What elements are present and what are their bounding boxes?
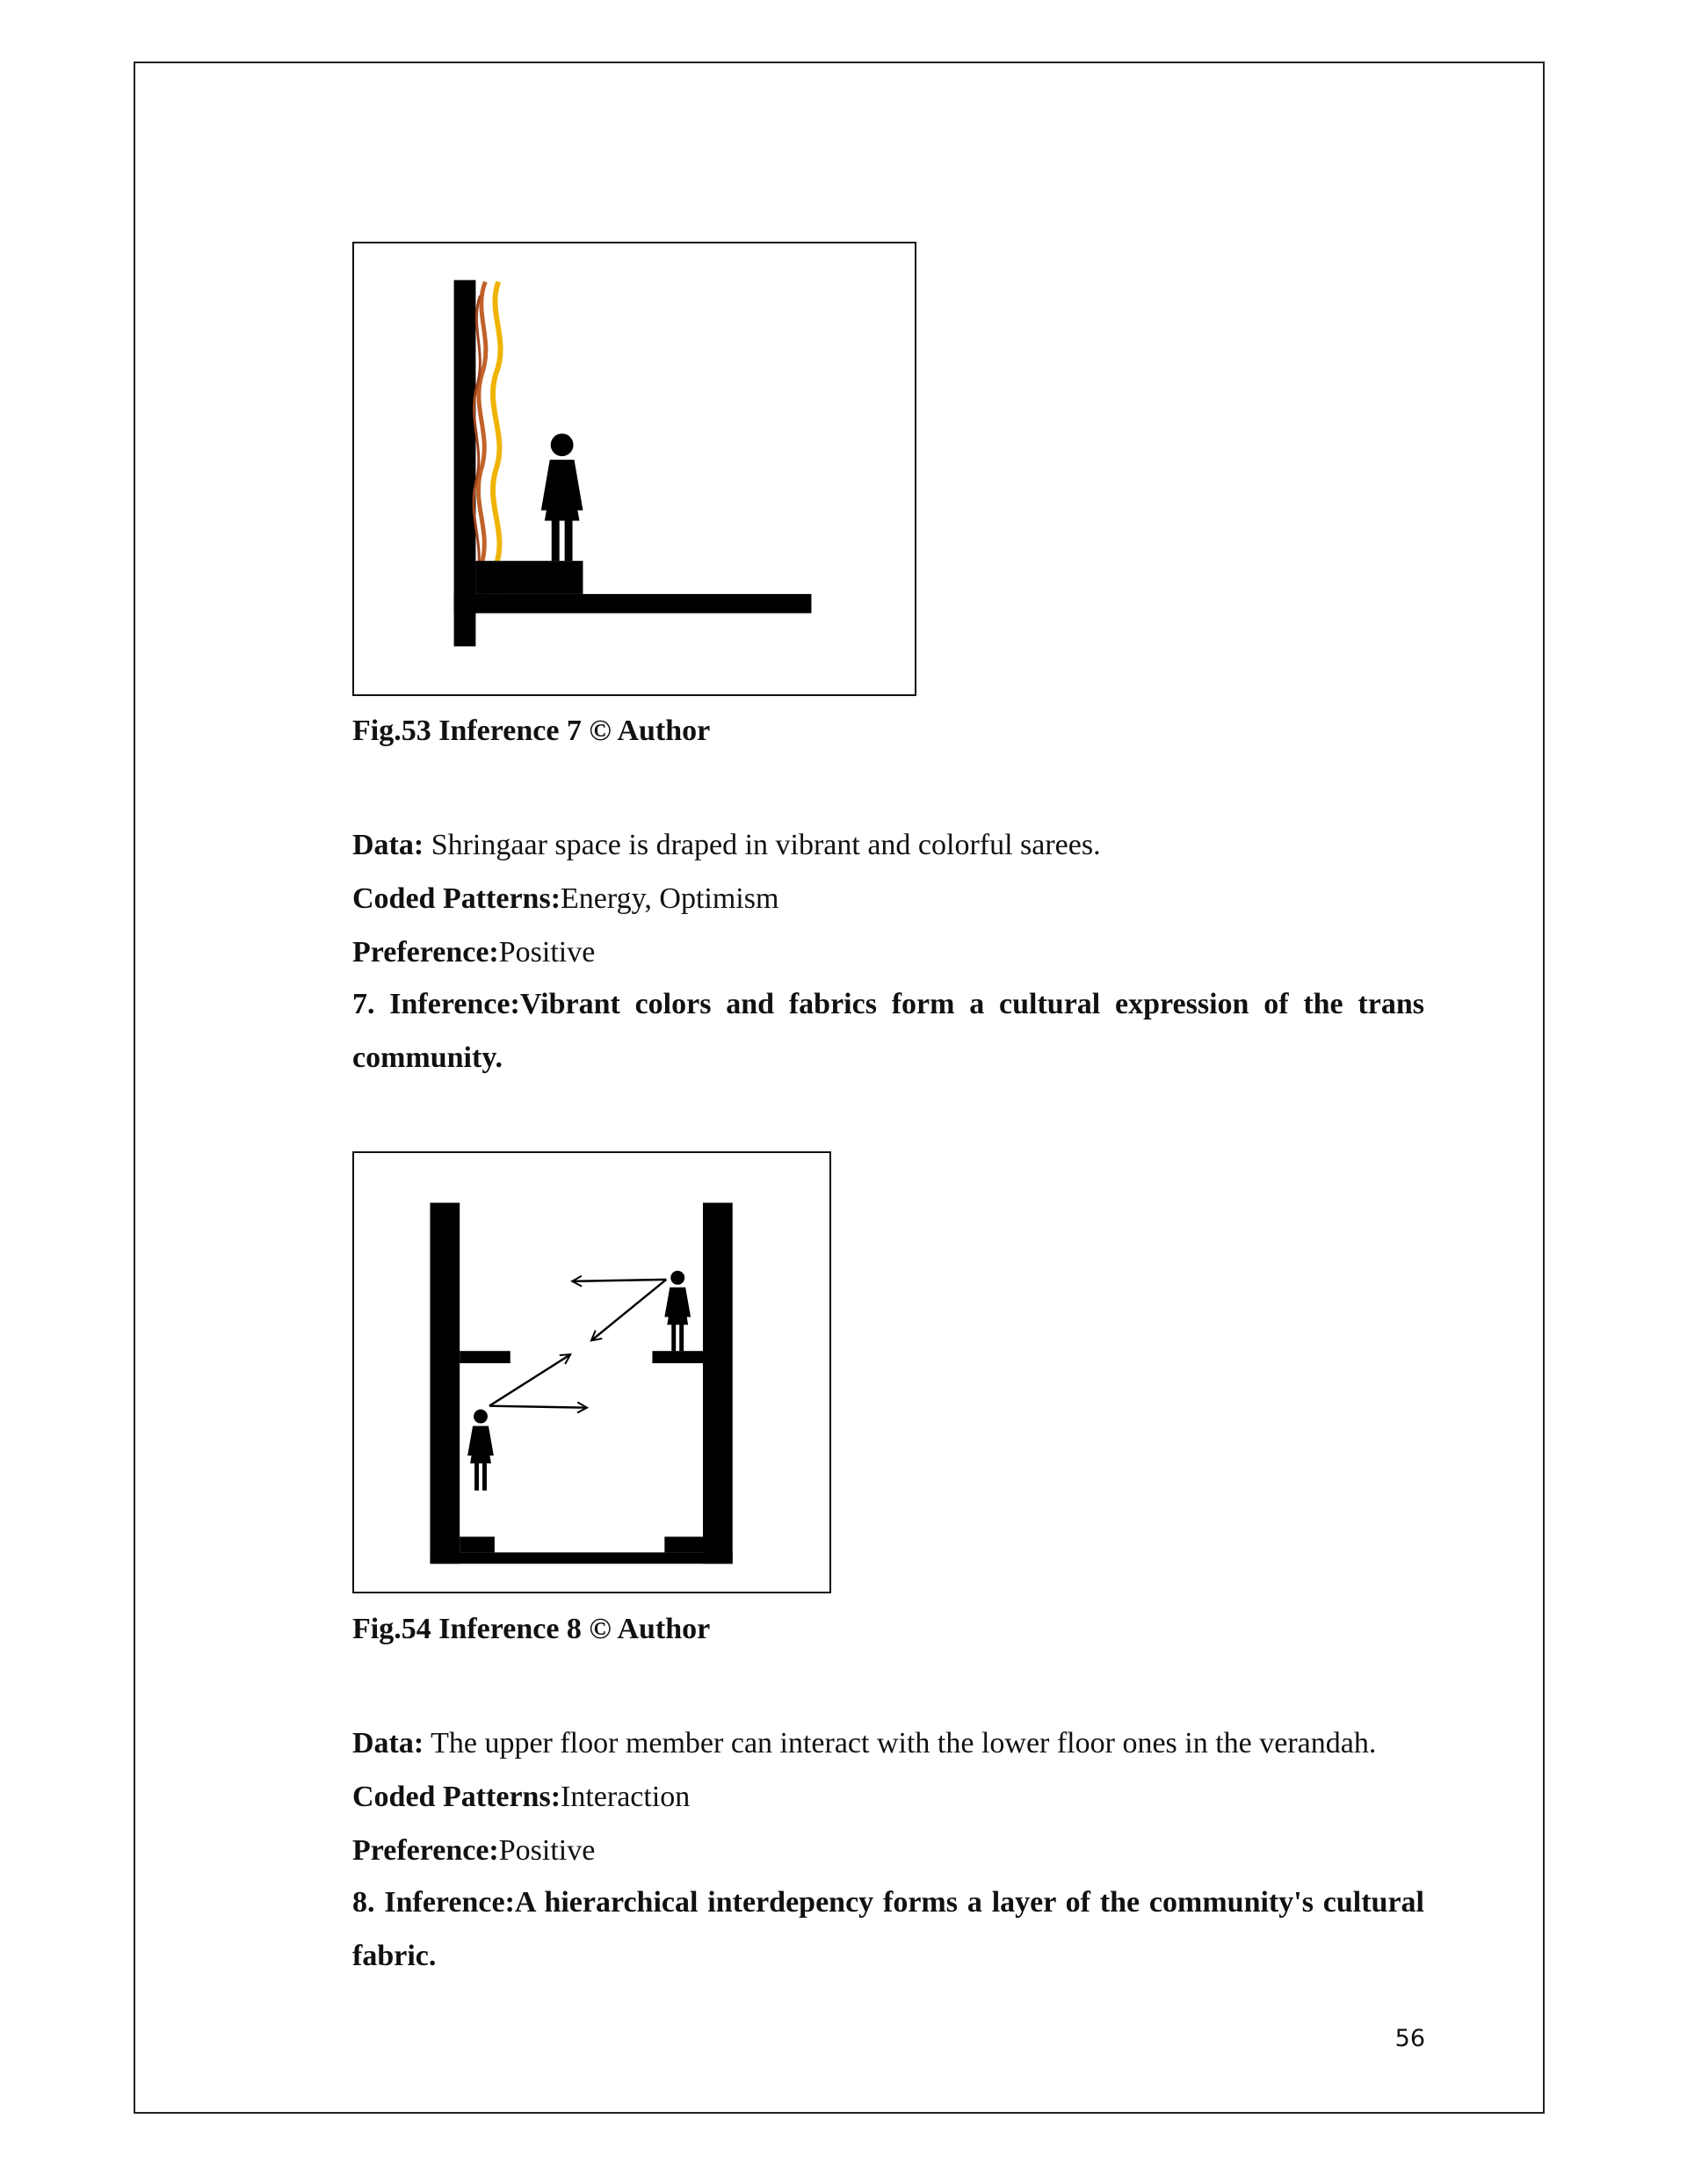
right-wall bbox=[703, 1203, 733, 1564]
preference-label: Preference: bbox=[352, 1834, 499, 1867]
figure-54-caption: Fig.54 Inference 8 © Author bbox=[352, 1613, 711, 1645]
figure-53-coded-patterns bbox=[352, 882, 1424, 916]
floor bbox=[430, 1552, 732, 1564]
figure-54-coded-patterns bbox=[352, 1781, 1424, 1814]
figure-54-drawing bbox=[354, 1153, 829, 1592]
data-text: The upper floor member can interact with the lower floor ones in the verandah. bbox=[424, 1727, 1377, 1760]
coded-patterns-label: Coded Patterns: bbox=[352, 882, 561, 915]
data-label: Data: bbox=[352, 829, 424, 861]
figure-54-inference bbox=[352, 1876, 1424, 1983]
data-text: Shringaar space is draped in vibrant and colorful sarees. bbox=[424, 829, 1101, 861]
figure-54-preference bbox=[352, 1834, 1424, 1868]
raised-platform bbox=[475, 561, 583, 594]
saree-drape-yellow bbox=[493, 282, 503, 610]
figure-54-illustration bbox=[352, 1151, 831, 1593]
gaze-arrow-lower-right bbox=[489, 1406, 587, 1408]
data-label: Data: bbox=[352, 1727, 424, 1760]
gaze-arrow-upper-left bbox=[572, 1280, 666, 1281]
figure-53-illustration bbox=[352, 242, 916, 696]
woman-figure-icon bbox=[541, 433, 583, 561]
figure-53-data bbox=[352, 829, 1424, 862]
figure-53-drawing bbox=[354, 243, 915, 694]
wall bbox=[454, 280, 476, 647]
upper-woman-figure-icon bbox=[664, 1271, 691, 1351]
figure-53-preference bbox=[352, 936, 1424, 969]
right-step bbox=[664, 1537, 703, 1553]
coded-patterns-text: Energy, Optimism bbox=[561, 882, 779, 915]
figure-53-caption: Fig.53 Inference 7 © Author bbox=[352, 715, 711, 747]
inference-label: 8. Inference: bbox=[352, 1886, 515, 1919]
floor bbox=[454, 594, 812, 613]
coded-patterns-text: Interaction bbox=[561, 1781, 691, 1813]
inference-label: 7. Inference: bbox=[352, 988, 520, 1020]
gaze-arrow-upper-down bbox=[591, 1280, 666, 1340]
coded-patterns-label: Coded Patterns: bbox=[352, 1781, 561, 1813]
right-upper-balcony bbox=[652, 1351, 703, 1363]
page-number: 56 bbox=[1394, 2025, 1425, 2052]
left-step bbox=[460, 1537, 495, 1553]
lower-woman-figure-icon bbox=[467, 1410, 494, 1491]
inference-text: Vibrant colors and fabrics form a cultural expression of the trans community. bbox=[352, 988, 1424, 1074]
saree-drape-white bbox=[485, 282, 495, 610]
preference-text: Positive bbox=[498, 1834, 596, 1867]
inference-text: A hierarchical interdepency forms a layer of the community's cultural fabric. bbox=[352, 1886, 1425, 1972]
preference-label: Preference: bbox=[352, 936, 499, 969]
preference-text: Positive bbox=[498, 936, 596, 969]
left-wall bbox=[430, 1203, 460, 1564]
figure-54-data bbox=[352, 1727, 1424, 1760]
left-upper-ledge bbox=[460, 1351, 510, 1363]
figure-53-inference bbox=[352, 977, 1424, 1085]
